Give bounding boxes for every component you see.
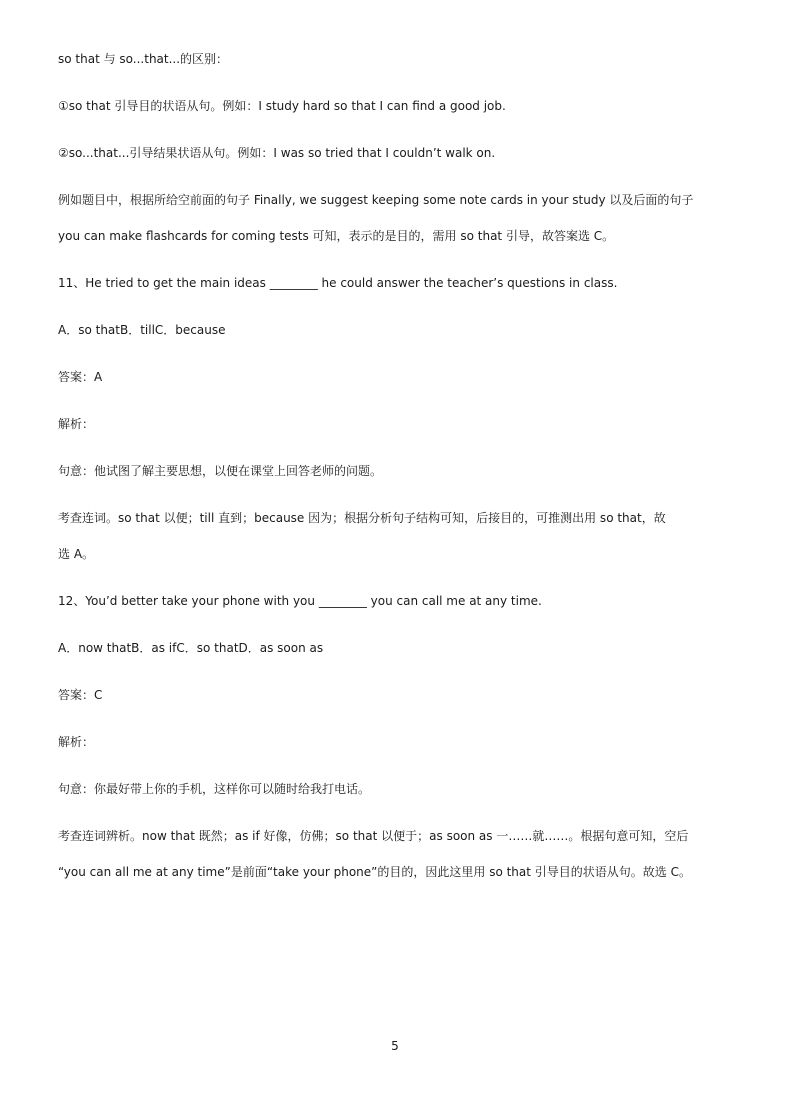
text-line: 考查连词。so that 以便；till 直到；because 因为；根据分析句子结构可知，后接目的，可推测出用 so that，故 (58, 511, 666, 525)
question-12: 12、You’d better take your phone with you ________ you can call me at any time. (58, 594, 542, 608)
text-line: 选 A。 (58, 547, 95, 561)
text-line: “you can all me at any time”是前面“take your phone”的目的，因此这里用 so that 引导目的状语从句。故选 C。 (58, 865, 691, 879)
text-line: ①so that 引导目的状语从句。例如：I study hard so that I can find a good job. (58, 99, 506, 113)
question-12-answer: 答案：C (58, 688, 103, 702)
analysis-label: 解析： (58, 417, 95, 431)
question-12-options: A．now thatB．as ifC．so thatD．as soon as (58, 641, 324, 655)
text-line: 句意：他试图了解主要思想，以便在课堂上回答老师的问题。 (58, 464, 383, 478)
page-number: 5 (391, 1039, 399, 1053)
text-line: you can make flashcards for coming tests 可知，表示的是目的，需用 so that 引导，故答案选 C。 (58, 229, 615, 243)
text-line: 例如题目中，根据所给空前面的句子 Finally, we suggest keeping some note cards in your study 以及后面的句子 (58, 193, 694, 207)
question-11-options: A．so thatB．tillC．because (58, 323, 226, 337)
analysis-label: 解析： (58, 735, 95, 749)
text-line: 考查连词辨析。now that 既然；as if 好像，仿佛；so that 以便于；as soon as 一……就……。根据句意可知，空后 (58, 829, 689, 843)
question-11: 11、He tried to get the main ideas ________ he could answer the teacher’s questions in class. (58, 276, 618, 290)
question-11-answer: 答案：A (58, 370, 103, 384)
text-line: so that 与 so...that...的区别： (58, 52, 229, 66)
text-line: 句意：你最好带上你的手机，这样你可以随时给我打电话。 (58, 782, 371, 796)
text-line: ②so...that...引导结果状语从句。例如：I was so tried that I couldn’t walk on. (58, 146, 496, 160)
